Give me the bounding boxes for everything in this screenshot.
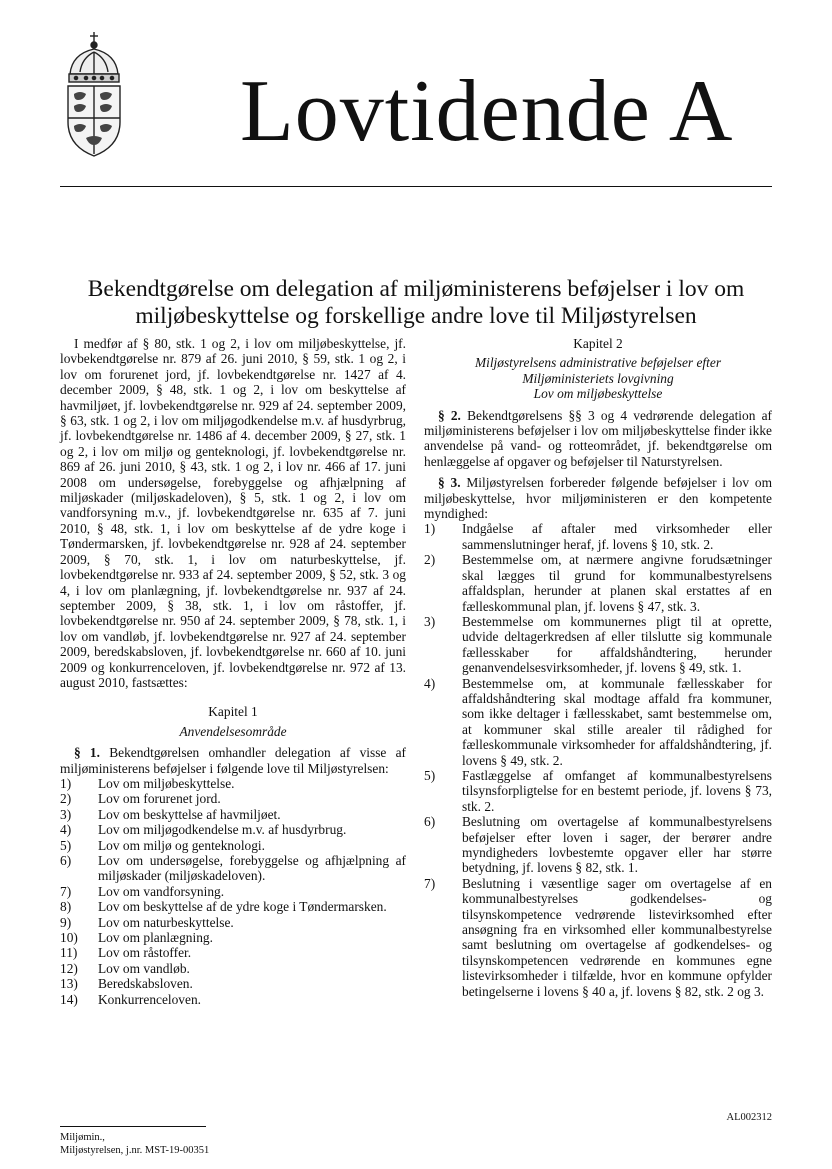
list-item-number: 2) [60,791,72,807]
list-item-text: Beredskabsloven. [98,976,193,992]
list-item [60,853,406,884]
list-item-number: 6) [424,814,436,830]
list-item-text: Lov om miljøgodkendelse m.v. af husdyrbrug. [98,822,347,838]
list-item-number: 13) [60,976,78,992]
list-item-text: Lov om vandløb. [98,960,190,976]
chapter-1-subheading: Anvendelsesområde [179,723,287,739]
list-item [60,776,406,791]
list-item-text: Beslutning om overtagelse af kommunalbestyrelsens beføjelser efter loven i sager, der berører andre myndigheders lovbestemte opgaver eller har større betydning, jf. lovens § 82, stk. 1. [462,814,772,876]
list-item [60,961,406,976]
list-item-text: Lov om undersøgelse, forebyggelse og afhjælpning af miljøskader (miljøskadeloven). [98,853,406,884]
list-item-number: 12) [60,960,78,976]
section-3-label: § 3. [438,475,461,491]
list-item-number: 5) [60,837,72,853]
list-item-number: 4) [60,822,72,838]
list-item-text: Fastlæggelse af omfanget af kommunalbestyrelsens tilsynsforpligtelse for en bestemt periode, jf. lovens § 73, stk. 2. [462,767,772,814]
list-item-text: Lov om forurenet jord. [98,791,221,807]
title-line-2: miljøbeskyttelse og forskellige andre love til Miljøstyrelsen [135,303,697,329]
footer-ministry: Miljømin., [60,1132,105,1143]
section-1-label: § 1. [74,745,100,761]
list-item-text: Beslutning i væsentlige sager om overtagelse af en kommunalbestyrelses godkendelses- og tilsynskompetence vedrørende listevirksomhed efter ansøgning fra en virksomhed eller kommunalbestyrelse samt beslutning om overtagelse af godkendelses- og tilsynskompetencen vedrørende en kommunes egne listevirksomheder i tilfælde, hvor en kommune opfylder betingelserne i lovens § 40 a, jf. lovens § 82, stk. 2 og 3. [462,875,772,999]
list-item-number: 6) [60,853,72,868]
list-item-number: 7) [424,875,436,891]
list-item [424,676,772,768]
list-item [60,822,406,837]
left-column [60,336,406,1007]
list-item-text: Bestemmelse om, at kommunale fællesskaber for affaldshåndtering skal modtage affald fra kommuner, som ikke deltager i fællesskabet, samt bestemmelse om, at kommuner skal stille arealer til rådighed for fælleskommunale virksomheder for affaldshåndtering, jf. lovens § 49, stk. 2. [462,675,772,768]
powers-list [424,521,772,999]
list-item-text: Konkurrenceloven. [98,991,201,1007]
list-item [60,915,406,930]
list-item-text: Lov om råstoffer. [98,945,192,961]
list-item-text: Lov om planlægning. [98,930,213,946]
list-item-number: 7) [60,883,72,899]
list-item [424,876,772,999]
title-line-1: Bekendtgørelse om delegation af miljøministerens beføjelser i lov om [87,276,745,302]
list-item [60,930,406,945]
chapter-1-heading: Kapitel 1 [208,704,258,720]
section-1-text: Bekendtgørelsen omhandler delegation af visse af miljøministerens beføjelser i følgende love til Miljøstyrelsen: [60,745,406,776]
section-3-text: Miljøstyrelsen forbereder følgende beføjelser i lov om miljøbeskyttelse, hvor miljøministeren er den kompetente myndighed: [424,475,772,522]
law-subheading: Lov om miljøbeskyttelse [533,386,663,402]
list-item-text: Lov om beskyttelse af de ydre koge i Tøndermarsken. [98,899,387,915]
preamble-paragraph: I medfør af § 80, stk. 1 og 2, i lov om miljøbeskyttelse, jf. lovbekendtgørelse nr. 879 af 26. juni 2010, § 59, stk. 1 og 2, i lov om forurenet jord, jf. lovbekendtgørelse nr. 1427 af 4. december 2009, § 48, stk. 1 og 2, i lov om beskyttelse af havmiljøet, jf. lovbekendtgørelse nr. 929 af 24. september 2009, § 63, stk. 1 og 2, i lov om miljøgodkendelse m.v. af husdyrbrug, jf. lovbekendtgørelse nr. 1486 af 4. december 2009, § 27, stk. 1 og 2, i lov om miljø og genteknologi, jf. lovbekendtgørelse nr. 869 af 26. juni 2010, § 43, stk. 1 og 2, i lov nr. 466 af 17. juni 2008 om undersøgelse, forebyggelse og afhjælpning af miljøskader (miljøskadeloven), § 5, stk. 1 og 2, i lov om vandforsyning m.v., jf. lovbekendtgørelse nr. 635 af 7. juni 2010, § 48, stk. 1, i lov om beskyttelse af de ydre koge i Tøndermarsken, jf. lovbekendtgørelse nr. 928 af 24. september 2009, § 70, stk. 1, i lov om naturbeskyttelse, jf. lovbekendtgørelse nr. 933 af 24. september 2009, § 52, stk. 3 og 4, i lov om planlægning, jf. lovbekendtgørelse nr. 937 af 24. september 2009, § 38, stk. 1, i lov om råstoffer, jf. lovbekendtgørelse nr. 950 af 24. september 2009, § 78, stk. 1, i lov om vandløb, jf. lovbekendtgørelse nr. 927 af 24. september 2009, beredskabsloven, jf. lovbekendtgørelse nr. 660 af 10. juni 2009 og konkurrenceloven, jf. lovbekendtgørelse nr. 972 af 13. august 2010, fastsættes: [60,336,406,690]
list-item-number: 4) [424,675,436,691]
masthead-title: Lovtidende A [240,63,734,160]
list-item [424,768,772,814]
header-rule [60,186,772,187]
section-1-paragraph [60,745,406,776]
footer [60,1131,209,1157]
footer-journal-number: Miljøstyrelsen, j.nr. MST-19-00351 [60,1145,210,1156]
law-list [60,776,406,1007]
list-item [424,614,772,676]
chapter-2-subheading-line-1: Miljøstyrelsens administrative beføjelser efter [474,355,722,371]
list-item-text: Lov om miljøbeskyttelse. [98,775,235,791]
list-item-number: 9) [60,914,72,930]
list-item-number: 2) [424,552,436,568]
list-item-text: Lov om miljø og genteknologi. [98,837,265,853]
footer-rule [60,1126,206,1127]
section-3-paragraph [424,475,772,521]
list-item [60,992,406,1007]
list-item-number: 10) [60,930,78,946]
list-item-number: 3) [424,613,436,629]
list-item-text: Bestemmelse om kommunernes pligt til at oprette, udvide deltagerkredsen af eller tilslutte sig kommunale fællesskaber for affaldshåndtering, herunder genanvendelsesvirksomheder, jf. lovens § 49, stk. 1. [462,613,772,676]
list-item-text: Lov om vandforsyning. [98,883,225,899]
list-item [60,899,406,914]
section-2-label: § 2. [438,407,461,423]
list-item [60,807,406,822]
list-item [424,814,772,876]
document-title [60,276,772,330]
list-item [60,945,406,960]
list-item-number: 5) [424,767,436,783]
list-item-text: Lov om beskyttelse af havmiljøet. [98,806,281,822]
list-item-text: Bestemmelse om, at nærmere angivne forudsætninger skal lægges til grund for kommunalbestyrelsens affaldsplan, herunder at planen skal erstattes af en fælleskommunal plan, jf. lovens § 47, stk. 3. [462,552,772,614]
list-item-number: 1) [424,521,436,537]
section-2-paragraph [424,408,772,470]
document-reference: AL002312 [726,1112,772,1123]
list-item-number: 14) [60,991,78,1007]
list-item-number: 11) [60,945,78,961]
list-item-text: Lov om naturbeskyttelse. [98,914,234,930]
coat-of-arms-crest [62,30,126,158]
list-item-text: Indgåelse af aftaler med virksomheder eller sammenslutninger heraf, jf. lovens § 10, stk. 2. [462,521,772,552]
section-2-text: Bekendtgørelsens §§ 3 og 4 vedrørende delegation af miljøministerens beføjelser i lov om miljøbeskyttelse finder ikke anvendelse på vand- og rotteområdet, jf. bekendtgørelse om henlæggelse af opgaver og beføjelser til Naturstyrelsen. [424,407,772,469]
list-item [60,791,406,806]
list-item [60,838,406,853]
list-item-number: 3) [60,806,72,822]
list-item [60,884,406,899]
list-item [60,976,406,991]
list-item [424,521,772,552]
list-item-number: 8) [60,899,72,915]
right-column [424,336,772,999]
list-item-number: 1) [60,775,72,791]
list-item [424,552,772,614]
chapter-2-heading: Kapitel 2 [573,336,623,351]
chapter-2-subheading-line-2: Miljøministeriets lovgivning [522,370,674,386]
